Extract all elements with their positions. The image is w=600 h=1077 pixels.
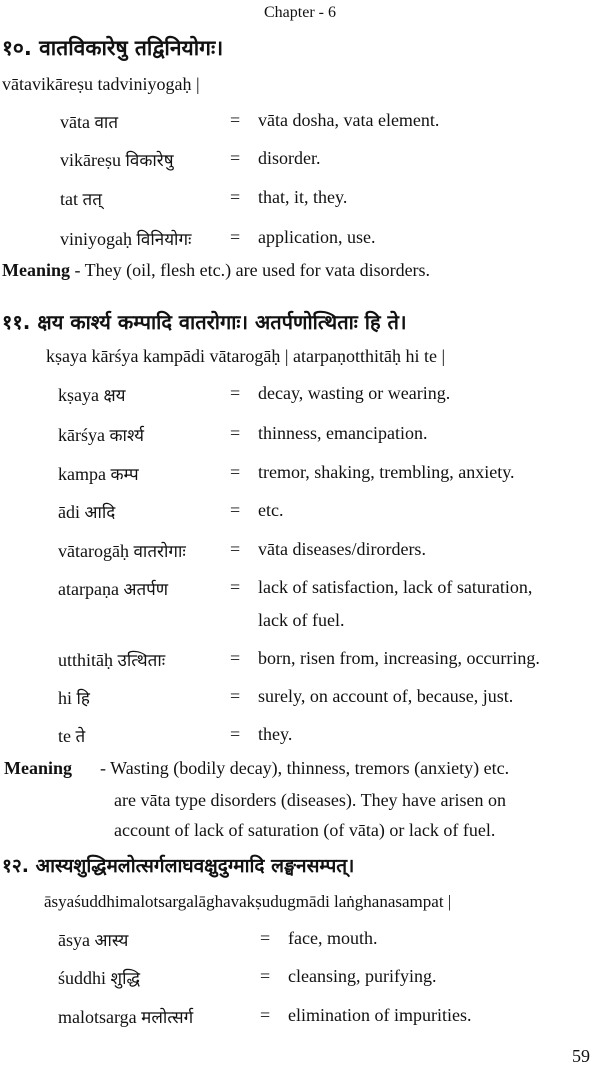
meaning-paragraph [2, 260, 430, 281]
verse-heading: १२. आस्यशुद्धिमलोत्सर्गलाघवक्षुदुग्मादि लङ्घनसम्पत्। [2, 855, 355, 877]
meaning-paragraph [4, 758, 72, 779]
verse-transliteration: āsyaśuddhimalotsargalāghavakṣudugmādi laṅghanasampat | [44, 892, 452, 911]
equals-sign: = [230, 500, 241, 520]
term-roman: kampa [58, 464, 106, 484]
term-roman: viniyogaḥ [60, 229, 132, 249]
term-devanagari: कम्प [110, 465, 139, 485]
term-devanagari: शुद्धि [110, 969, 141, 989]
equals-sign: = [230, 686, 241, 706]
term-roman: kārśya [58, 425, 105, 445]
term-definition: born, risen from, increasing, occurring. [258, 648, 540, 668]
meaning-text: account of lack of saturation (of vāta) or lack of fuel. [114, 820, 496, 840]
term-roman: vikāreṣu [60, 150, 121, 170]
meaning-label: Meaning [2, 260, 71, 280]
term-roman: tat [60, 189, 78, 209]
term-definition: surely, on account of, because, just. [258, 686, 514, 706]
term-definition-continued: lack of fuel. [258, 610, 345, 630]
term-definition: thinness, emancipation. [258, 423, 428, 443]
term-definition: disorder. [258, 148, 321, 168]
term-devanagari: विकारेषु [125, 151, 174, 171]
term-definition: cleansing, purifying. [288, 966, 437, 986]
verse-heading: ११. क्षय कार्श्य कम्पादि वातरोगाः। अतर्पणोत्थिताः हि ते। [2, 310, 407, 334]
term-devanagari: तत् [82, 190, 102, 210]
page-number: 59 [572, 1046, 590, 1066]
chapter-header: Chapter - 6 [264, 4, 336, 21]
term-roman: kṣaya [58, 385, 99, 405]
equals-sign: = [230, 227, 241, 247]
equals-sign: = [230, 462, 241, 482]
equals-sign: = [230, 648, 241, 668]
equals-sign: = [230, 383, 241, 403]
equals-sign: = [230, 724, 241, 744]
term-roman: vātarogāḥ [58, 541, 129, 561]
term-definition: lack of satisfaction, lack of saturation, [258, 577, 533, 597]
term-devanagari: आस्य [94, 931, 129, 951]
term-devanagari: क्षय [103, 386, 126, 406]
term-roman: te [58, 726, 71, 746]
term-devanagari: वात [94, 113, 119, 133]
term-roman: āsya [58, 930, 90, 950]
equals-sign: = [230, 148, 241, 168]
equals-sign: = [260, 1005, 271, 1025]
term-definition: that, it, they. [258, 187, 348, 207]
term-roman: utthitāḥ [58, 650, 113, 670]
term-devanagari: हि [76, 689, 90, 709]
term-devanagari: कार्श्य [109, 426, 145, 446]
term-definition: tremor, shaking, trembling, anxiety. [258, 462, 515, 482]
verse-transliteration: vātavikāreṣu tadviniyogaḥ | [2, 74, 200, 94]
term-roman: śuddhi [58, 968, 107, 988]
term-definition: application, use. [258, 227, 376, 247]
term-devanagari: वातरोगाः [133, 542, 186, 562]
term-devanagari: मलोत्सर्ग [141, 1008, 194, 1028]
term-definition: face, mouth. [288, 928, 378, 948]
term-devanagari: ते [75, 727, 86, 747]
equals-sign: = [230, 539, 241, 559]
meaning-text: - They (oil, flesh etc.) are used for vata disorders. [74, 260, 431, 280]
equals-sign: = [230, 110, 241, 130]
meaning-label: Meaning [4, 758, 73, 778]
term-definition: etc. [258, 500, 284, 520]
term-roman: hi [58, 688, 73, 708]
equals-sign: = [260, 966, 271, 986]
term-roman: malotsarga [58, 1007, 137, 1027]
term-definition: they. [258, 724, 293, 744]
term-devanagari: उत्थिताः [117, 651, 166, 671]
verse-transliteration: kṣaya kārśya kampādi vātarogāḥ | atarpaṇotthitāḥ hi te | [46, 346, 446, 366]
term-devanagari: अतर्पण [123, 580, 169, 600]
equals-sign: = [230, 187, 241, 207]
meaning-text: are vāta type disorders (diseases). They have arisen on [114, 790, 507, 810]
term-roman: vāta [60, 112, 90, 132]
meaning-text: - Wasting (bodily decay), thinness, tremors (anxiety) etc. [100, 758, 510, 778]
term-roman: atarpaṇa [58, 579, 119, 599]
term-definition: vāta diseases/dirorders. [258, 539, 426, 559]
term-definition: elimination of impurities. [288, 1005, 472, 1025]
term-roman: ādi [58, 502, 80, 522]
verse-heading: १०. वातविकारेषु तद्विनियोगः। [2, 36, 224, 60]
equals-sign: = [260, 928, 271, 948]
term-definition: vāta dosha, vata element. [258, 110, 440, 130]
equals-sign: = [230, 423, 241, 443]
term-devanagari: आदि [84, 503, 116, 523]
equals-sign: = [230, 577, 241, 597]
term-definition: decay, wasting or wearing. [258, 383, 451, 403]
term-devanagari: विनियोगः [136, 230, 192, 250]
